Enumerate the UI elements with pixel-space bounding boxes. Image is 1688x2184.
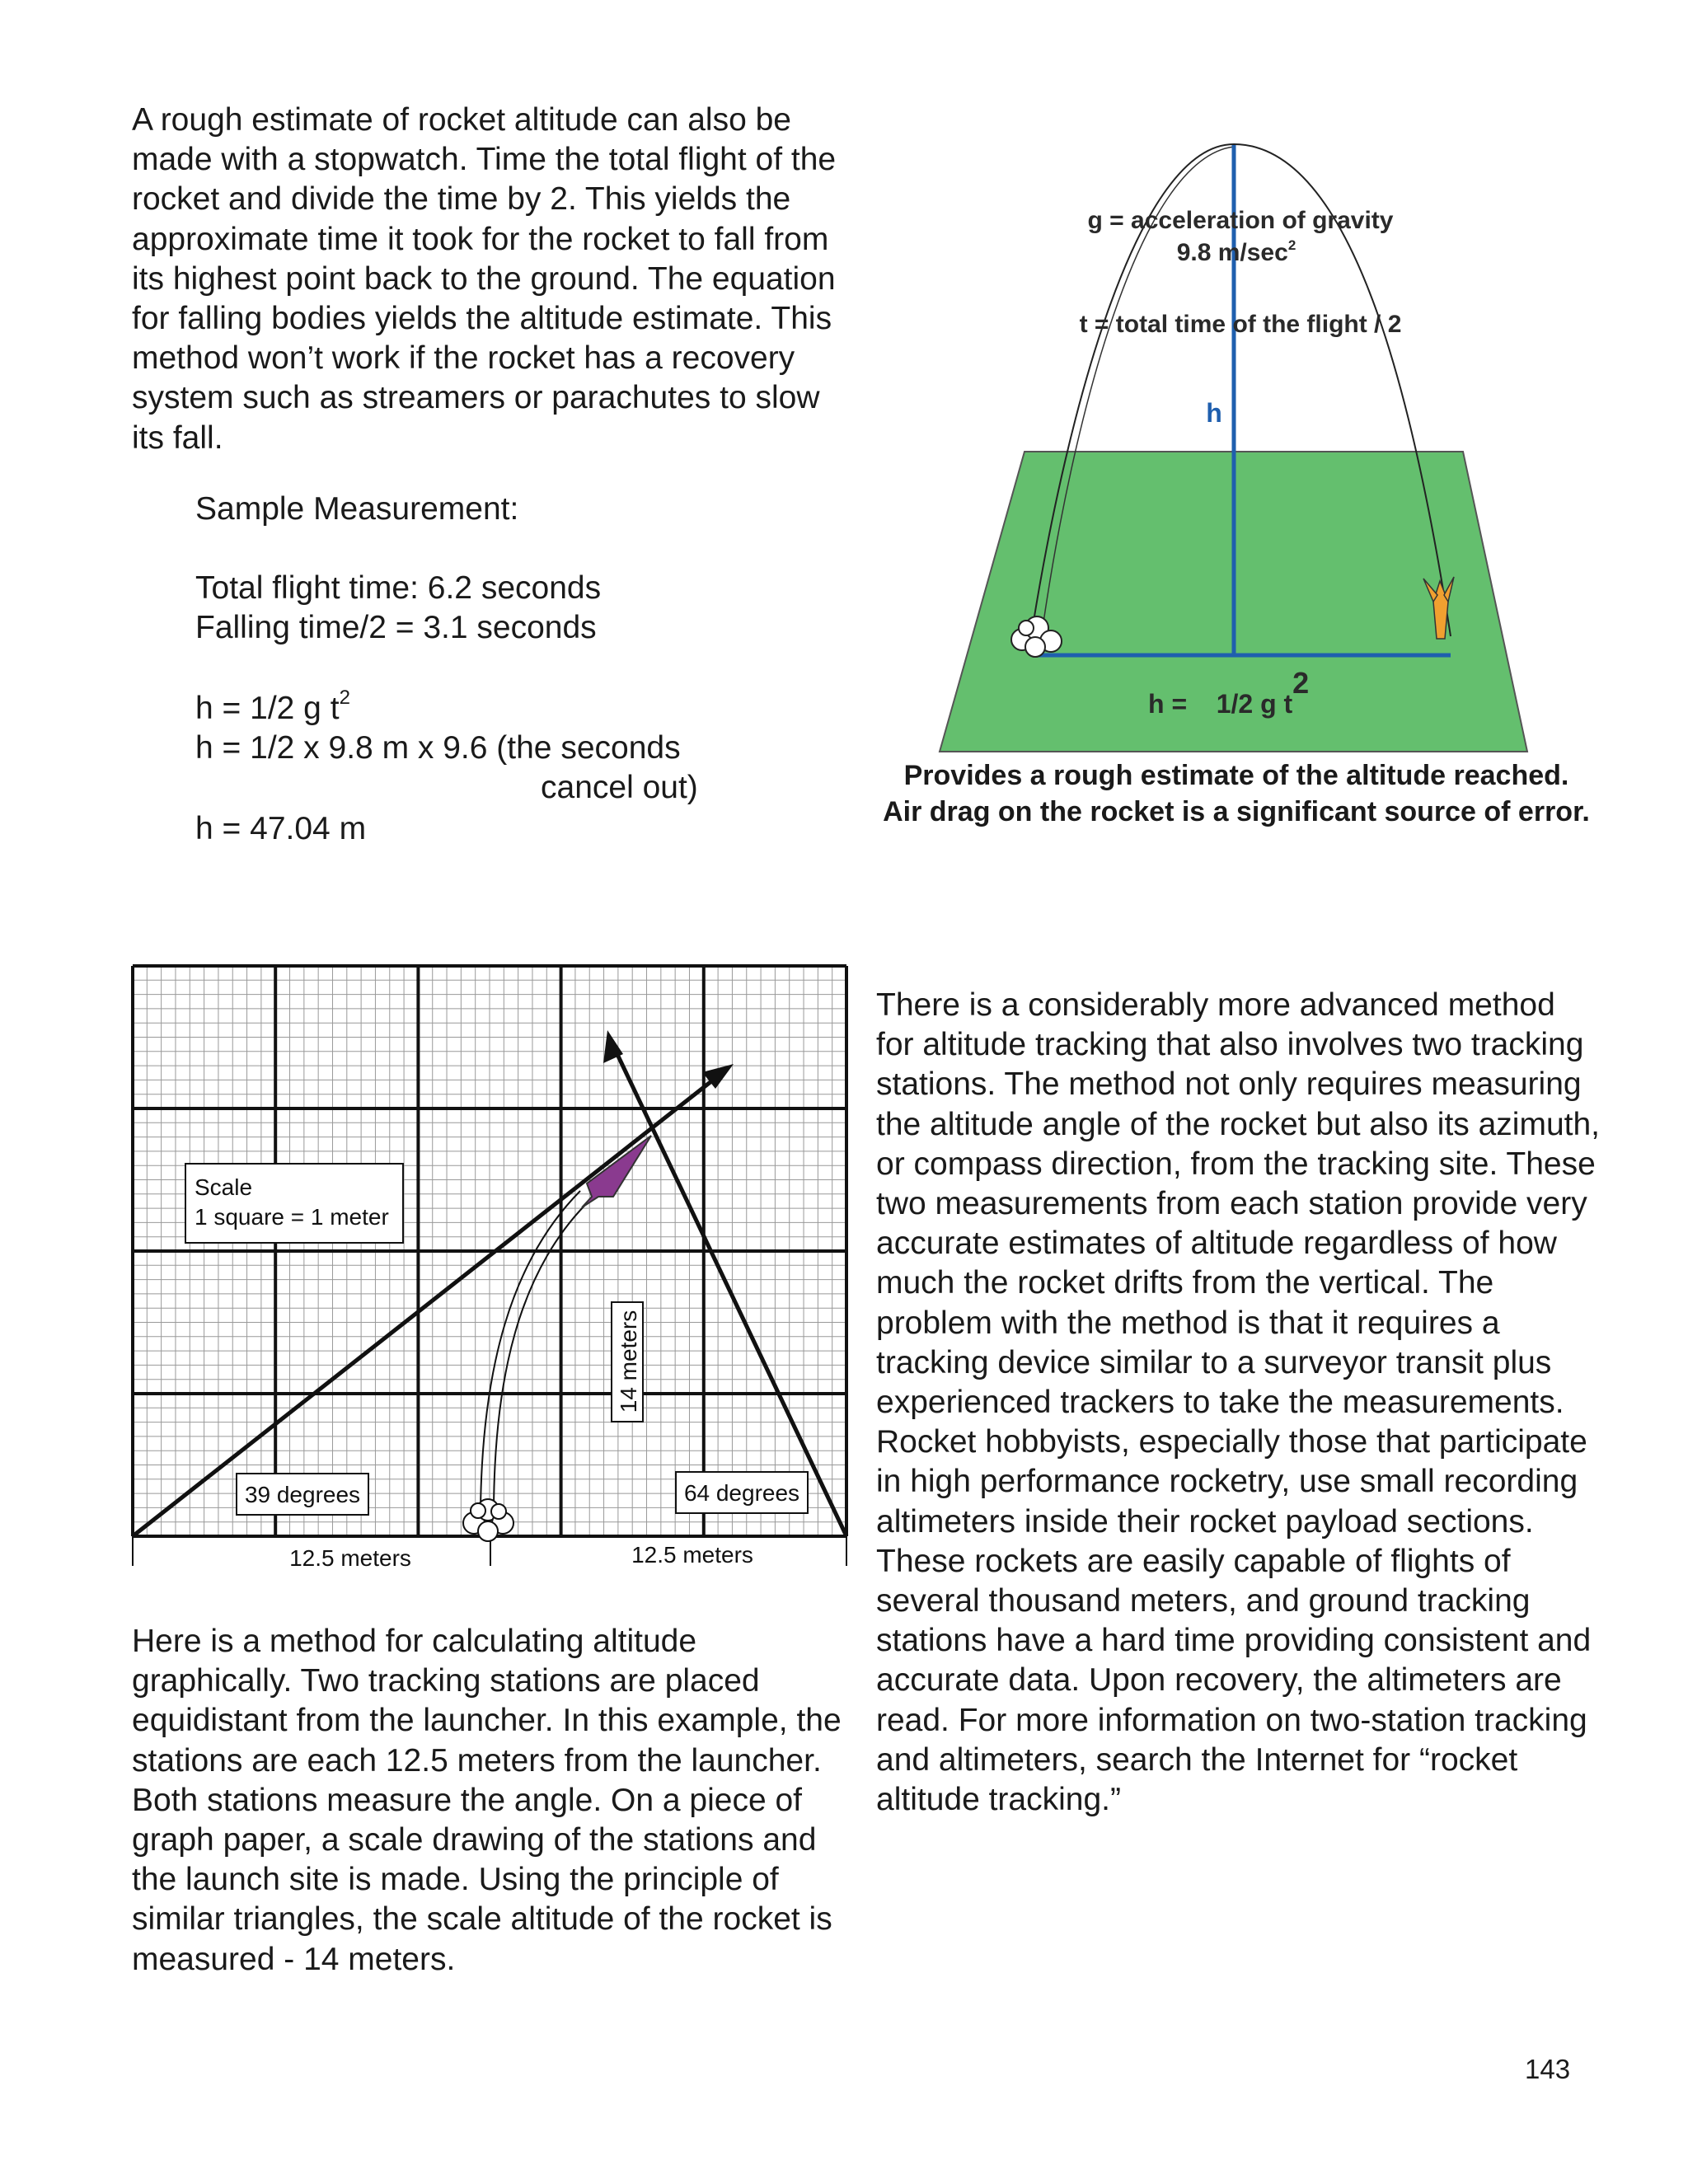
fall-formula: h = 1/2 g t2 [1148,666,1310,719]
sample-calc-line1: h = 1/2 x 9.8 m x 9.6 (the seconds [195,730,681,766]
advanced-method-paragraph: There is a considerably more advanced method for altitude tracking that also involves two tracking stations. The method not only requires measuring the altitude angle of the rocket but also its azimuth, or compass direction, from the tracking site. These two measurements from each station provide very accurate estimates of altitude regardless of how much the rocket drifts from the vertical. The problem with the method is that it requires a tracking device similar to a surveyor transit plus experienced trackers to take the measurements. Rocket hobbyists, especially those that participate in high performance rocketry, use small recording altimeters inside their rocket payload sections. These rockets are easily capable of flights of several thousand meters, and ground tracking stations have a hard time providing consistent and accurate data. Upon recovery, the altimeters are read. For more information on two-station tracking and altimeters, search the Internet for “rocket altitude tracking.” [876,987,1601,1818]
sample-formula: h = 1/2 g $t^2$ [195,687,350,726]
sample-result: h = 47.04 m [195,811,367,846]
sample-total-flight: Total flight time: 6.2 seconds [195,570,602,606]
stopwatch-altitude-diagram [841,124,1665,841]
g-label: g = acceleration of gravity [1087,207,1394,234]
graphical-altitude-diagram [124,956,857,1582]
caption-line1: Provides a rough estimate of the altitude reached. [903,760,1569,791]
sample-calc-line2: cancel out) [541,770,698,805]
graphical-method-paragraph: Here is a method for calculating altitude graphically. Two tracking stations are placed equidistant from the launcher. In this example, the stations are each 12.5 meters from the launcher. Both stations measure the angle. On a piece of graph paper, a scale drawing of the stations and the launch site is made. Using the principle of similar triangles, the scale altitude of the rocket is measured - 14 meters. [132,1624,842,1977]
sample-falling-time: Falling time/2 = 3.1 seconds [195,610,597,645]
intro-paragraph: A rough estimate of rocket altitude can also be made with a stopwatch. Time the total flight of the rocket and divide the time by 2. This yields the approximate time it took for the rocket to fall from its highest point back to the ground. The equation for falling bodies yields the altitude estimate. This method won’t work if the rocket has a recovery system such as streamers or parachutes to slow its fall. [132,102,837,456]
scale-line1: Scale [195,1174,253,1200]
altitude-label: 14 meters [616,1310,641,1413]
caption-line2: Air drag on the rocket is a significant source of error. [883,796,1590,827]
right-distance-label: 12.5 meters [631,1542,753,1568]
g-value: 9.8 $m/\sec^2$ [1176,237,1296,266]
left-distance-label: 12.5 meters [289,1545,411,1571]
scale-line2: 1 square = 1 meter [195,1204,389,1230]
sample-heading: Sample Measurement: [195,491,519,527]
t-label: t = total time of the flight / 2 [1079,311,1402,338]
right-angle-label: 64 degrees [683,1480,800,1506]
page-number: 143 [1525,2054,1571,2084]
rocket-icon [582,1136,651,1207]
right-sight-line [615,1049,846,1536]
left-angle-label: 39 degrees [244,1482,361,1507]
h-label: h [1206,398,1222,428]
